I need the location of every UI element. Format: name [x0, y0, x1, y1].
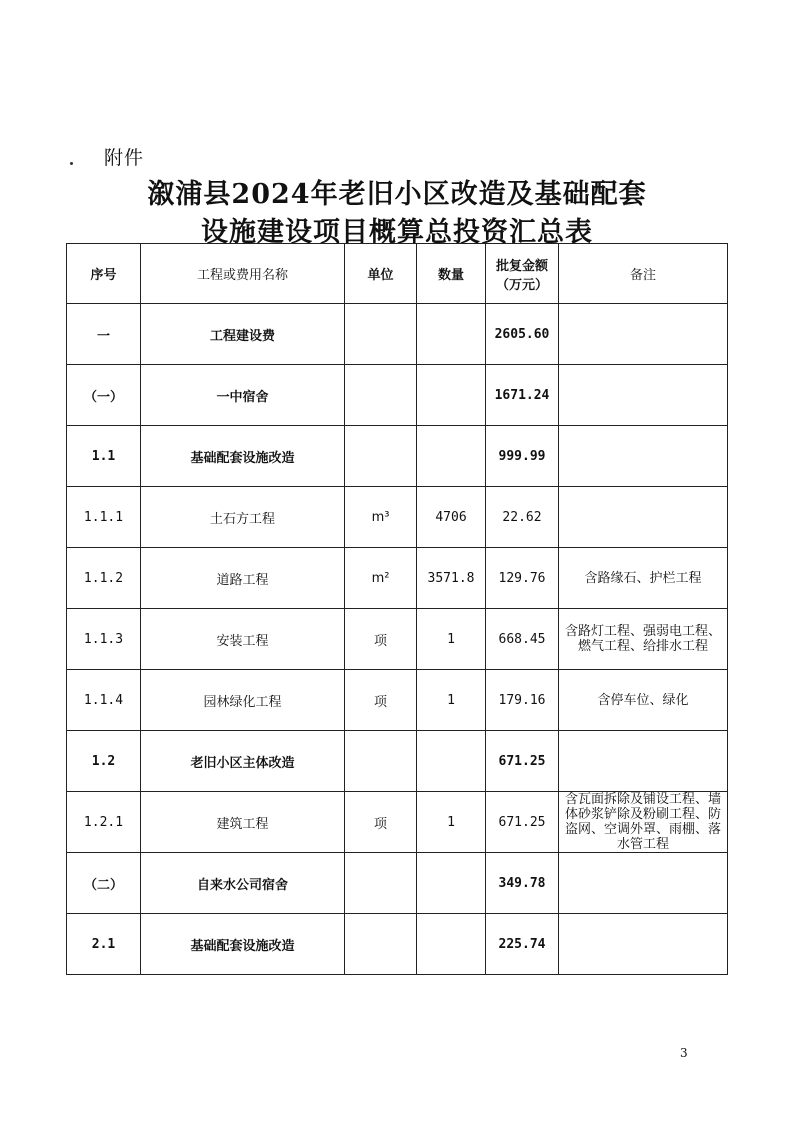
table-row [67, 914, 728, 975]
table-row [67, 487, 728, 548]
cell-note: 含瓦面拆除及铺设工程、墙体砂浆铲除及粉刷工程、防盗网、空调外罩、雨棚、落水管工程 [559, 792, 728, 853]
header-amount: 批复金额（万元） [486, 244, 559, 304]
cell-amount: 668.45 [486, 609, 559, 670]
investment-summary-table [66, 243, 728, 975]
cell-amount: 22.62 [486, 487, 559, 548]
table-header-row [67, 244, 728, 304]
cell-amount: 671.25 [486, 792, 559, 853]
header-name: 工程或费用名称 [141, 244, 345, 304]
cell-note: 含停车位、绿化 [559, 670, 728, 731]
table-row [67, 548, 728, 609]
cell-qty [417, 731, 486, 792]
annex-label: 附件 [104, 147, 145, 169]
header-qty: 数量 [417, 244, 486, 304]
header-note: 备注 [559, 244, 728, 304]
cell-seq: 1.1.4 [67, 670, 141, 731]
cell-unit [345, 914, 417, 975]
cell-note [559, 426, 728, 487]
cell-unit: m² [345, 548, 417, 609]
cell-note [559, 853, 728, 914]
cell-note [559, 487, 728, 548]
cell-amount: 179.16 [486, 670, 559, 731]
cell-name: 建筑工程 [141, 792, 345, 853]
cell-name: 老旧小区主体改造 [141, 731, 345, 792]
cell-amount: 349.78 [486, 853, 559, 914]
page-number: 3 [680, 1046, 688, 1060]
cell-unit [345, 365, 417, 426]
header-unit: 单位 [345, 244, 417, 304]
cell-seq: 1.1.2 [67, 548, 141, 609]
cell-qty: 4706 [417, 487, 486, 548]
table-row [67, 304, 728, 365]
cell-note: 含路缘石、护栏工程 [559, 548, 728, 609]
cell-seq: 2.1 [67, 914, 141, 975]
cell-qty: 1 [417, 609, 486, 670]
cell-unit: 项 [345, 609, 417, 670]
cell-note [559, 914, 728, 975]
cell-name: 土石方工程 [141, 487, 345, 548]
cell-qty [417, 365, 486, 426]
cell-name: 基础配套设施改造 [141, 426, 345, 487]
cell-note [559, 304, 728, 365]
cell-seq: 一 [67, 304, 141, 365]
cell-name: 工程建设费 [141, 304, 345, 365]
cell-unit: m³ [345, 487, 417, 548]
cell-unit [345, 304, 417, 365]
cell-name: 道路工程 [141, 548, 345, 609]
title-line-1: 溆浦县2024年老旧小区改造及基础配套 [147, 179, 647, 210]
cell-seq: 1.1.1 [67, 487, 141, 548]
table-row [67, 365, 728, 426]
cell-unit: 项 [345, 792, 417, 853]
table-row [67, 792, 728, 853]
table-row [67, 670, 728, 731]
cell-amount: 225.74 [486, 914, 559, 975]
cell-note [559, 731, 728, 792]
cell-unit: 项 [345, 670, 417, 731]
cell-amount: 1671.24 [486, 365, 559, 426]
cell-seq: 1.2 [67, 731, 141, 792]
cell-seq: （一） [67, 365, 141, 426]
cell-qty [417, 853, 486, 914]
cell-qty: 3571.8 [417, 548, 486, 609]
cell-seq: （二） [67, 853, 141, 914]
table-row [67, 426, 728, 487]
cell-name: 安装工程 [141, 609, 345, 670]
cell-name: 基础配套设施改造 [141, 914, 345, 975]
title-line-2: 设施建设项目概算总投资汇总表 [201, 217, 593, 248]
cell-seq: 1.1.3 [67, 609, 141, 670]
cell-name: 园林绿化工程 [141, 670, 345, 731]
cell-note [559, 365, 728, 426]
cell-name: 一中宿舍 [141, 365, 345, 426]
cell-unit [345, 731, 417, 792]
cell-qty [417, 426, 486, 487]
cell-seq: 1.1 [67, 426, 141, 487]
header-seq: 序号 [67, 244, 141, 304]
cell-qty: 1 [417, 670, 486, 731]
cell-qty [417, 304, 486, 365]
cell-amount: 129.76 [486, 548, 559, 609]
table-row [67, 853, 728, 914]
table-row [67, 731, 728, 792]
cell-amount: 671.25 [486, 731, 559, 792]
table-row [67, 609, 728, 670]
cell-unit [345, 426, 417, 487]
cell-amount: 2605.60 [486, 304, 559, 365]
cell-seq: 1.2.1 [67, 792, 141, 853]
cell-note: 含路灯工程、强弱电工程、燃气工程、给排水工程 [559, 609, 728, 670]
cell-amount: 999.99 [486, 426, 559, 487]
cell-unit [345, 853, 417, 914]
cell-qty: 1 [417, 792, 486, 853]
cell-qty [417, 914, 486, 975]
scan-dot [70, 162, 73, 165]
cell-name: 自来水公司宿舍 [141, 853, 345, 914]
